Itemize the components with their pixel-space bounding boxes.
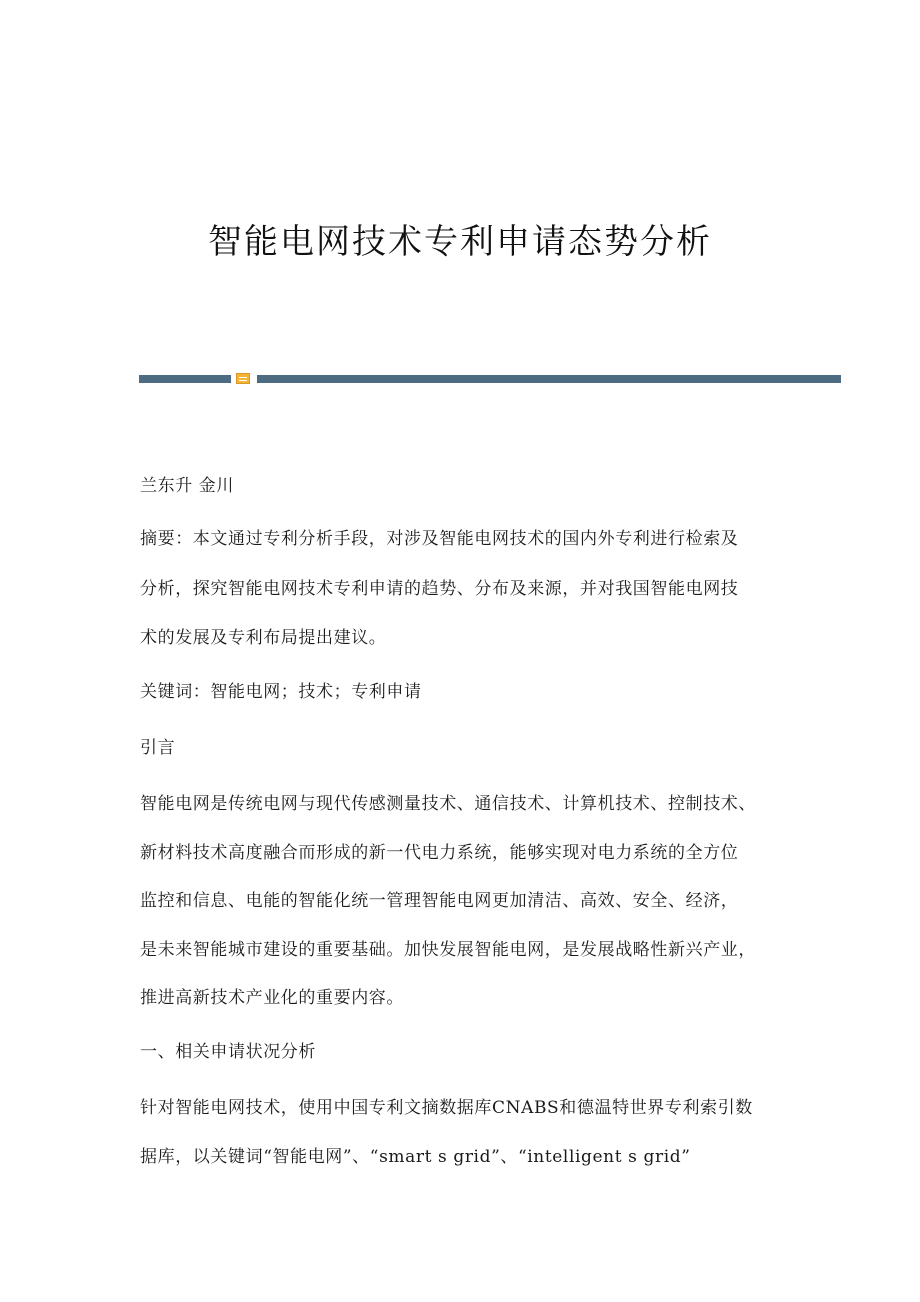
authors: 兰东升 金川 [140, 476, 235, 496]
intro-line-3: 监控和信息、电能的智能化统一管理智能电网更加清洁、高效、安全、经济， [140, 891, 739, 911]
abstract-line-2: 分析，探究智能电网技术专利申请的趋势、分布及来源，并对我国智能电网技 [140, 579, 739, 599]
divider-bar-left [139, 375, 231, 383]
abstract-line-1: 摘要：本文通过专利分析手段，对涉及智能电网技术的国内外专利进行检索及 [140, 529, 739, 549]
title-divider [139, 371, 841, 385]
intro-line-1: 智能电网是传统电网与现代传感测量技术、通信技术、计算机技术、控制技术、 [140, 794, 756, 814]
abstract-line-3: 术的发展及专利布局提出建议。 [140, 628, 387, 648]
intro-heading: 引言 [140, 738, 176, 758]
intro-line-2: 新材料技术高度融合而形成的新一代电力系统，能够实现对电力系统的全方位 [140, 843, 739, 863]
divider-bar-right [257, 375, 841, 383]
document-title: 智能电网技术专利申请态势分析 [208, 222, 712, 262]
divider-ornament-icon [236, 373, 250, 384]
keywords: 关键词：智能电网；技术；专利申请 [140, 682, 422, 702]
intro-line-5: 推进高新技术产业化的重要内容。 [140, 988, 404, 1008]
section-1-line-1: 针对智能电网技术，使用中国专利文摘数据库CNABS和德温特世界专利索引数 [140, 1098, 753, 1118]
section-1-line-2: 据库，以关键词“智能电网”、“smart s grid”、“intelligent s grid” [140, 1147, 691, 1167]
intro-line-4: 是未来智能城市建设的重要基础。加快发展智能电网，是发展战略性新兴产业， [140, 940, 756, 960]
section-1-heading: 一、相关申请状况分析 [140, 1042, 316, 1062]
